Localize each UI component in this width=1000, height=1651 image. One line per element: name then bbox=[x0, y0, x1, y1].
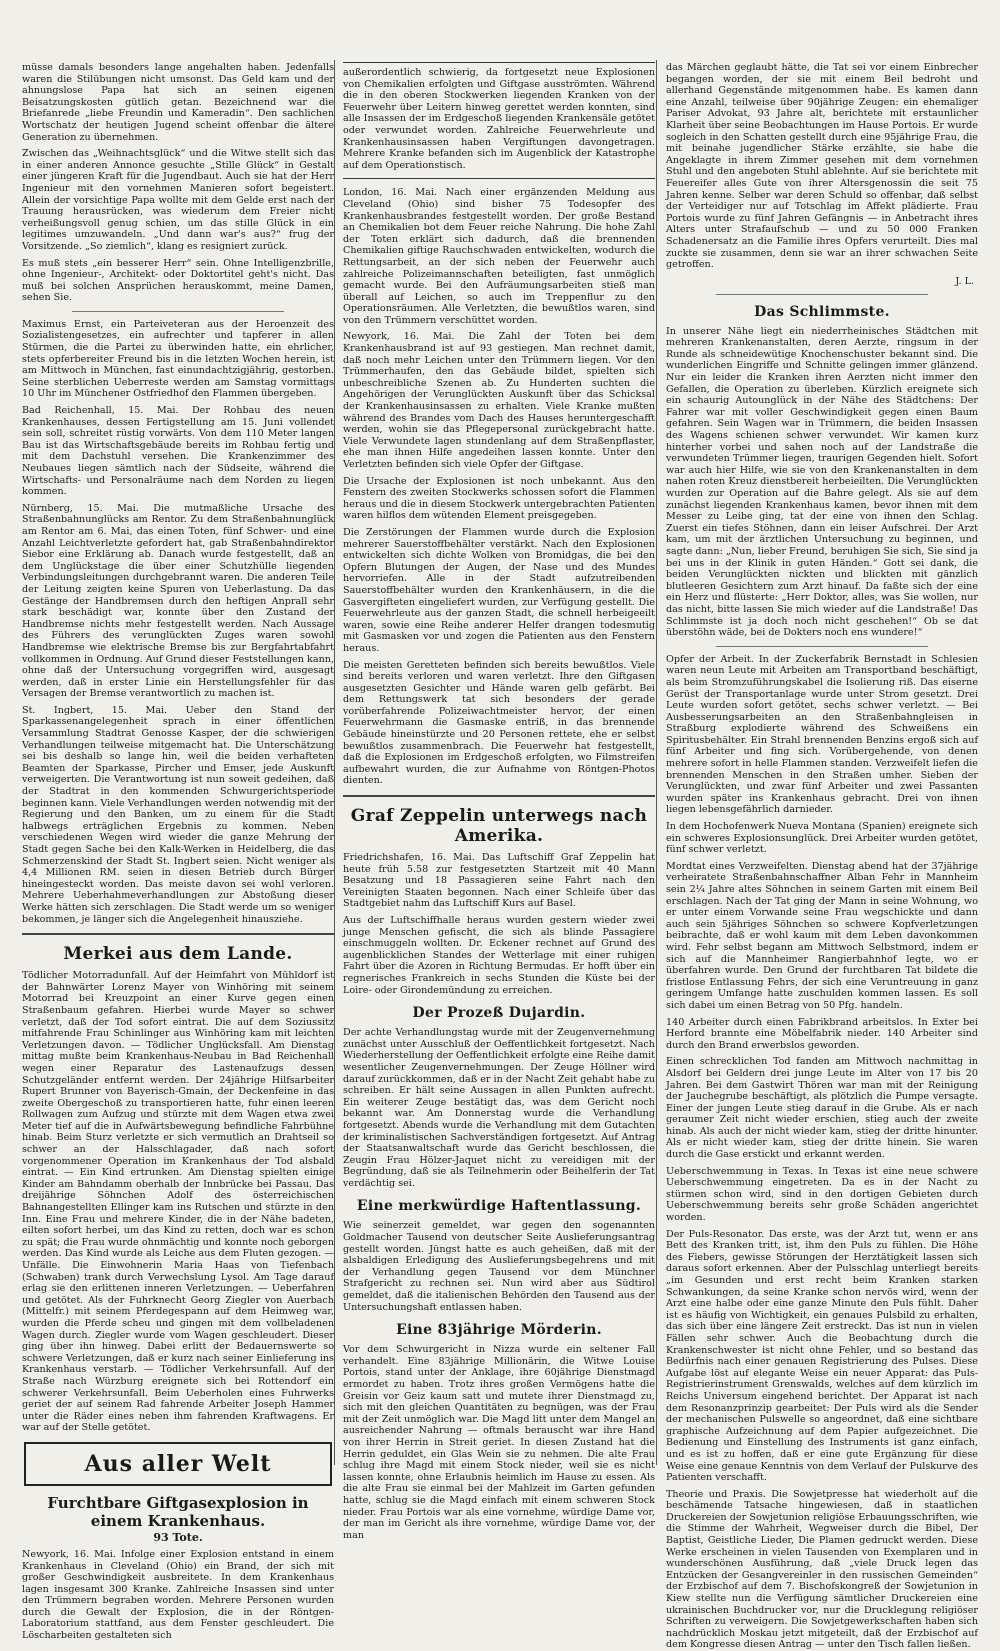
article-paragraph: Zwischen das „Weihnachtsglück“ und die Witwe stellt sich das in einer anderen Annonce gesuchte „Stille Glück“ in Gestalt einer jüngeren Kraft für die Jugendbaut. Auch sie hat der Herr Ingenieur mit den vornehmen Manieren sofort begeistert. Allein der vorsichtige Papa wollte mit dem Gelde erst nach der Trauung herausrücken, was wiederum dem Freier nicht verheißungsvoll genug schien, um das stille Glück in ein legitimes umzuwandeln. „Und dann war's aus?“ frug der Vorsitzende. „So ziemlich“, klang es resigniert zurück. bbox=[22, 148, 334, 252]
section-banner-title: Aus aller Welt bbox=[84, 1450, 272, 1477]
article-paragraph: Newyork, 16. Mai. Infolge einer Explosion entstand in einem Krankenhaus in Cleveland (Ohio) ein Brand, der sich mit großer Geschwindigkeit ausbreitete. In dem Krankenhaus lagen insgesamt 300 Kranke. Zahlreiche Insassen sind unter den Trümmern begraben worden. Mehrere Personen wurden durch die Gewalt der Explosion, die in der Röntgen-Laboratorium stattfand, aus dem Fenster geschleudert. Die Löscharbeiten gestalteten sich bbox=[22, 1548, 334, 1642]
divider bbox=[716, 646, 928, 647]
divider bbox=[22, 933, 334, 935]
article-heading: Das Schlimmste. bbox=[754, 303, 890, 320]
article-paragraph: Bad Reichenhall, 15. Mai. Der Rohbau des neuen Krankenhauses, dessen Fertigstellung am 15. Juni vollendet sein soll, schreitet rüstig vorwärts. Von dem 110 Meter langen Bau ist das Wirtschaftsgebäude bereits im Rohbau fertig und mit dem Dachstuhl versehen. Die Krankenzimmer des Neubaues liegen sämtlich nach der Südseite, während die Wirtschafts- und Personalräume nach dem Norden zu liegen kommen. bbox=[22, 405, 334, 498]
lead-headline: Furchtbare Giftgasexplosion in einem Krankenhaus. bbox=[47, 1493, 309, 1530]
article-paragraph: In unserer Nähe liegt ein niederrheinisches Städtchen mit mehreren Krankenanstalten, deren Aerzte, ringsum in der Runde als schneidewütige Knochenschuster bekannt sind. Die wunderlichen Eingriffe und Schnitte gelingen immer glänzend. Nur ein leider die Kranken ihren Aerzten nicht immer den Gefallen, die Operation zu überleben. Kürzlich ereignete sich ein schaurig Autounglück in der Nähe des Städtchens: Der Fahrer war mit voller Geschwindigkeit gegen einen Baum gefahren. Sein Wagen war in Trümmern, die beiden Insassen des Wagens schienen schwer verwundet. Wir kamen kurz hinterher vorbei und sahen noch auf der Landstraße die verwundeten Trümmer liegen, traurigen Gegenden hielt. Sofort war auch hier Hilfe, wie sie von den Krankenanstalten in dem nahen roten Kreuz dienstbereit herbeieilten. Die Verunglückten wurden zur Operation auf die Bahre gelegt. Als sie auf dem zunächst liegenden Krankenhaus kamen, bevor ihnen mit dem Messer zu Leibe ging, tat der eine von ihnen den Schlag. Zuerst ein tiefes Stöhnen, dann ein leiser Aufschrei. Der Arzt kam, um mit der ärztlichen Untersuchung zu beginnen, und sagte dann: „Nun, lieber Freund, beruhigen Sie sich, Sie sind ja bei uns in der Klinik in guten Händen.“ Gott sei dank, die beiden Verunglückten nickten und blickten mit gänzlich blutleeren Gesichtern zum Arzt hinauf. Da faßte sich der eine ein Herz und flüsterte: „Herr Doktor, alles, was Sie wollen, nur das nicht, bitte lassen Sie mich wieder auf die Landstraße! Das Schlimmste ist ja doch noch nicht geschehen!“ Ob se dat überstöhn wäde, bei de Dokters noch ens wundere!“ bbox=[666, 325, 978, 639]
article-paragraph: Theorie und Praxis. Die Sowjetpresse hat wiederholt auf die beschämende Tatsache hingewiesen, daß in staatlichen Druckereien der Sowjetunion religiöse Erbauungsschriften, wie die Stimme der Wahrheit, Wegweiser durch die Bibel, Der Baptist, Geistliche Lieder, Die Plamen gedruckt werden. Diese Werke erscheinen in vielen Tausenden von Exemplaren und in wunderschönen Ausführung, daß „viele Druck legen das Entzücken der Gesangvereinler in den russischen Gemeinden“ der Erzbischof auf dem 7. Bischofskongreß der Sowjetunion in Kiew stellte nun die Verfügung sämtlicher Druckereien eine ukrainischen Buchdrucker vor, nur die Drucklegung religiöser Schriften zu verweigern. Die Sowjetgewerkschaften haben sich nachdrücklich Moskau jetzt mitgeteilt, daß der Erzbischof auf dem Kongresse diesen Antrag — unter den Tisch fallen ließen. bbox=[666, 1488, 978, 1651]
continued-article bbox=[343, 62, 655, 179]
article-paragraph: Friedrichshafen, 16. Mai. Das Luftschiff Graf Zeppelin hat heute früh 5.58 zur festgesetzten Startzeit mit 40 Mann Besatzung und 18 Passagieren seine Fahrt nach den Vereinigten Staaten begonnen. Nach einer Schleife über das Stadtgebiet nahm das Luftschiff Kurs auf Basel. bbox=[343, 852, 655, 910]
article-paragraph: Wie seinerzeit gemeldet, war gegen den sogenannten Goldmacher Tausend von deutscher Seite Auslieferungsantrag gestellt worden. Jüngst hatte es auch geheißen, daß mit der alsbaldigen Erledigung des Auslieferungsbegehrens und mit der Verhandlung gegen Tausend vor dem Münchner Strafgericht zu rechnen sei. Nun wird aber aus Südtirol gemeldet, daß die italienischen Behörden den Tausend aus der Untersuchungshaft entlassen haben. bbox=[343, 1220, 655, 1313]
article-paragraph: Tödlicher Motorradunfall. Auf der Heimfahrt von Mühldorf ist der Bahnwärter Lorenz Mayer von Winhöring mit seinem Motorrad bei Kreuzpoint an einer Kurve gegen einen Straßenbaum gefahren. Hierbei wurde Mayer so schwer verletzt, daß der Tod sofort eintrat. Die auf dem Soziussitz mitfahrende Frau Schinlinger aus Winhöring kam mit leichten Verletzungen davon. — Tödlicher Unglücksfall. Am Dienstag mittag mußte beim Krankenhaus-Neubau in Bad Reichenhall wegen einer Reparatur des Lastenaufzugs dessen Schutzgeländer entfernt werden. Der 24jährige Hilfsarbeiter Rupert Brunner von Bayerisch-Gmain, der Deckenfeine in das zweite Obergeschoß zu transportieren hatte, fuhr einen leeren Rollwagen zum Aufzug und stürzte mit dem Wagen etwa zwei Meter tief auf die in Aufwärtsbewegung befindliche Fahrbühne hinab. Beim Sturz verletzte er sich vermutlich an Drahtseil so schwer an der Halsschlagader, daß nach sofort vorgenommener Operation im Krankenhaus der Tod alsbald eintrat. — Ein Kind ertrunken. Am Dienstag spielten einige Kinder am Bahndamm oberhalb der Innbrücke bei Passau. Das dreijährige Söhnchen Adolf des österreichischen Bahnangestellten Ellinger kam ins Rutschen und stürzte in den Inn. Eine Frau und mehrere Kinder, die in der Nähe badeten, eilten sofort herbei, um das Kind zu retten, doch war es schon zu spät; die Frau wurde ohnmächtig und konnte noch geborgen werden. Das Kind wurde als Leiche aus dem Fluten gezogen. — Unfälle. Die Einwohnerin Maria Haas von Tiefenbach (Schwaben) trank durch Verwechslung Lysol. Am Tage darauf erlag sie den erlittenen inneren Verletzungen. — Ueberfahren und getötet. Als der Fuhrknecht Georg Ziegler von Auerbach (Mittelfr.) mit seinem Pferdegespann auf dem Heimweg war, wurden die Pferde scheu und gingen mit dem vollbeladenen Wagen durch. Ziegler wurde vom Wagen geschleudert. Dieser ging über ihn hinweg. Dabei erlitt der Bedauernswerte so schwere Verletzungen, daß er kurz nach seiner Einlieferung ins Krankenhaus verstarb. — Tödlicher Verkehrsunfall. Auf der Straße nach Würzburg ereignete sich bei Rottendorf ein schwerer Verkehrsunfall. Beim Ueberholen eines Fuhrwerks geriet der auf seinem Rad fahrende Arbeiter Joseph Hammer unter die Räder eines neben ihm fahrenden Kraftwagens. Er war auf der Stelle getötet. bbox=[22, 970, 334, 1434]
column-2 bbox=[343, 62, 655, 1541]
article-heading: Eine 83jährige Mörderin. bbox=[396, 1322, 602, 1339]
article-paragraph: Vor dem Schwurgericht in Nizza wurde ein seltener Fall verhandelt. Eine 83jährige Millionärin, die Witwe Louise Portois, stand unter der Anklage, ihre 60jährige Dienstmagd ermordet zu haben. Trotz ihres großen Vermögens hatte die Greisin vor Geiz kaum satt und mutete ihrer Dienstmagd zu, sich mit den gleichen Quantitäten zu begnügen, was der Frau mit der Zeit unmöglich war. Die Magd litt unter dem Mangel an ausreichender Nahrung — oftmals berauscht war ihre Hand von ihrer Herrin in Streit geriet. In diesen Zustand hat die Herrin geduldet, ein Glas Wein sie zu nehmen. Die alte Frau schlug ihre Magd mit einem Stock nieder, weil sie es nicht lassen konnte, ohne Erlaubnis heimlich im Hause zu essen. Als die alte Frau sie einmal bei der Mahlzeit im Garten gefunden hatte, schlug sie die Magd einfach mit einem schweren Stock nieder. Frau Portois war als eine vornehme, würdige Dame vor, der man im Gericht als ihre vornehme, würdige Dame vor, der man bbox=[343, 1344, 655, 1541]
article-paragraph: Newyork, 16. Mai. Die Zahl der Toten bei dem Krankenhausbrand ist auf 93 gestiegen. Man rechnet damit, daß noch mehr Leichen unter den Trümmern liegen. Vor den Trümmerhaufen, den das Gebäude bildet, spielten sich unbeschreibliche Szenen ab. Zu Hunderten suchten die Angehörigen der Verunglückten Auskunft über das Schicksal der Krankenhausinsassen zu erhalten. Viele Kranke mußten während des Brandes vom Dach des Hauses heruntergeschafft werden, wohin sie das Pflegepersonal zurückgebracht hatte. Viele Verwundete lagen stundenlang auf dem Straßenpflaster, ehe man ihnen Hilfe angedeihen lassen konnte. Unter den Verletzten befinden sich viele Opfer der Giftgase. bbox=[343, 331, 655, 470]
divider bbox=[72, 311, 284, 312]
article-heading: Eine merkwürdige Haftentlassung. bbox=[356, 1198, 642, 1215]
article-paragraph: Aus der Luftschiffhalle heraus wurden gestern wieder zwei junge Menschen gefischt, die sich als blinde Passagiere einschmuggeln wollten. Dr. Eckener rechnet auf Grund des augenblicklichen Standes der Wetterlage mit einer ruhigen Fahrt über die Azoren in Richtung Bermudas. Er hofft über ein regnerisches Frankreich in sechs Stunden die Küste bei der Loire- oder Girondemündung zu erreichen. bbox=[343, 915, 655, 996]
divider bbox=[716, 294, 928, 295]
article-heading: Graf Zeppelin unterwegs nach Amerika. bbox=[350, 806, 648, 847]
article-paragraph: Ueberschwemmung in Texas. In Texas ist eine neue schwere Ueberschwemmung eingetreten. Da es in der Nacht zu stürmen schon wird, sind in den dortigen Gebieten durch Ueberschwemmung bereits sehr große Schäden angerichtet worden. bbox=[666, 1165, 978, 1224]
author-signature: J. L. bbox=[955, 275, 974, 287]
section-banner bbox=[24, 1442, 332, 1486]
article-paragraph: Nürnberg, 15. Mai. Die mutmaßliche Ursache des Straßenbahnunglücks am Rentor. Zu dem Straßenbahnunglück am Rentor am 6. Mai, das einen Toten, fünf Schwer- und eine Anzahl Leichtverletzte gefordert hat, gab Straßenbahndirektor Siebor eine Erklärung ab. Danach wurde festgestellt, daß an dem Unglückstage die über einer Schutzhülle liegenden Verbindungsleitungen durchgebrannt waren. Die anderen Teile der Leitung zeigten keine Spuren von Ueberlastung. Da das Gestänge der Handbremsen durch den heftigen Anprall sehr stark beschädigt war, konnte über den Zustand der Handbremse nichts mehr festgestellt werden. Nach Aussage des Führers des verunglückten Zuges waren sowohl Handbremse wie elektrische Bremse bis zur Bergfahrtabfahrt vollkommen in Ordnung. Auf Grund dieser Feststellungen kann, ohne daß der Untersuchung vorgegriffen wird, ausgesagt werden, daß in erster Linie ein Herstellungsfehler für das Versagen der Bremse verantwortlich zu machen ist. bbox=[22, 502, 334, 700]
column-1 bbox=[22, 62, 334, 1642]
article-paragraph: außerordentlich schwierig, da fortgesetzt neue Explosionen von Chemikalien erfolgten und Giftgase ausströmten. Während die in den oberen Stockwerken liegenden Kranken von der Feuerwehr über Leitern hinweg gerettet werden konnten, sind alle Insassen der im Erdgeschoß liegenden Krankensäle getötet oder verwundet worden. Zahlreiche Feuerwehrleute und Krankenhausinsassen haben Vergiftungen davongetragen. Mehrere Kranke befanden sich im Augenblick der Katastrophe auf dem Operationstisch. bbox=[343, 67, 655, 171]
article-heading: Der Prozeß Dujardin. bbox=[412, 1005, 586, 1022]
column-divider bbox=[334, 60, 335, 1465]
article-paragraph: In dem Hochofenwerk Nueva Montana (Spanien) ereignete sich ein schweres Explosionsunglück. Drei Arbeiter wurden getötet, fünf schwer verletzt. bbox=[666, 821, 978, 856]
article-paragraph: das Märchen geglaubt hätte, die Tat sei vor einem Einbrecher begangen worden, der sie mit einem Beil bedroht und allerhand Gegenstände mitgenommen habe. Es kamen dann eine Anzahl, teilweise über 90jährige Zeugen: ein ehemaliger Pariser Advokat, 93 Jahre alt, berichtete mit erstaunlicher Klarheit über seine Beobachtungen im Hause Portois. Er wurde sogleich in den Schatten gestellt durch eine 95jährige Frau, die mit beinahe jugendlicher Stärke erzählte, sie habe die Angeklagte in ihrem Zimmer gesehen mit dem vornehmen Stuhl und den angeboten Stuhl ablehnte. Auf sie berichtete mit Feuereifer alles Gute von ihrer Altersgenossin die seit 75 Jahren kenne. Selber war deren Schuld so offenbar, daß selbst der Verteidiger nur auf Totschlag im Affekt plädierte. Frau Portois wurde zu fünf Jahren Gefängnis — in Anbetracht ihres Alters unter Strafaufschub — und zu 50 000 Franken Schadenersatz an die Familie ihres Opfers verurteilt. Dies mal zuckte sie zusammen, denn sie war an ihrer schwachen Seite getroffen. bbox=[666, 62, 978, 271]
article-paragraph: Der Puls-Resonator. Das erste, was der Arzt tut, wenn er ans Bett des Kranken tritt, ist, ihm den Puls zu fühlen. Die Höhe des Fiebers, gewisse Störungen der Herztätigkeit lassen sich daraus sofort erkennen. Aber der Pulsschlag unterliegt bereits „im Gesunden und erst recht beim Kranken starken Schwankungen, da seine Kranke schon nervös wird, wenn der Arzt eine halbe oder eine ganze Minute den Puls fühlt. Daher ist es häufig von Wichtigkeit, ein genaues Pulsbild zu erhalten, das sich über eine längere Zeit erstreckt. Das ist nun in vielen Fällen sehr schwer. Auch die Beobachtung durch die Krankenschwester ist nicht ohne Fehler, und so bestand das Bedürfnis nach einer genauen Registrierung des Pulses. Diese Aufgabe löst auf elegante Weise ein neuer Apparat: das Puls-Registrierinstrument Grenswalds, welches auf dem kürzlich im Reichs Universum eingehend berichtet. Der Apparat ist nach dem Resonanzprinzip gearbeitet: Der Puls wird als die Sender der mechanischen Pulswelle so angeordnet, daß eine sichtbare graphische Aufzeichnung auf dem Papier aufgezeichnet. Die Bedienung und Einstellung des Instruments ist ganz einfach, und es ist zu hoffen, daß er eine gute Ergänzung für diese Weise eine genaue Kenntnis von dem Verlauf der Pulskurve des Patienten verschafft. bbox=[666, 1228, 978, 1484]
article-paragraph: Die Zerstörungen der Flammen wurde durch die Explosion mehrerer Sauerstoffbehälter verstärkt. Nach den Explosionen entwickelten sich dichte Wolken von Bromidgas, die bei den Opfern Blutungen der Augen, der Nase und des Mundes hervorriefen. Alle in der Stadt aufzutreibenden Sauerstoffbehälter wurden den Krankenhäusern, in die die Gasvergifteten eingeliefert wurden, zur Verfügung gestellt. Die Feuerwehrleute aus der ganzen Stadt, die schnell herbeigeeilt waren, sowie eine Reihe anderer Helfer drangen todesmutig mit Gasmasken vor und zogen die Patienten aus den Fenstern heraus. bbox=[343, 526, 655, 654]
article-paragraph: Die meisten Geretteten befinden sich bereits bewußtlos. Viele sind bereits verloren und waren verletzt. Ihre den Giftgasen ausgesetzten Gesichter und Hände waren gelb gefärbt. Bei dem Rettungswerk tat sich besonders der gerade vorüberfahrende Polizeiwachtmeister hervor, der einen Feuerwehrmann die Gasmaske entriß, in das brennende Gebäude hineinstürzte und 20 Personen rettete, ehe er selbst bewußtlos zusammenbrach. Die Feuerwehr hat festgestellt, daß die Explosionen im Erdgeschoß erfolgten, wo Filmstreifen aufbewahrt wurden, die zur Aufnahme von Röntgen-Photos dienten. bbox=[343, 659, 655, 787]
lead-subheadline: 93 Tote. bbox=[153, 1530, 203, 1544]
article-paragraph: Mordtat eines Verzweifelten. Dienstag abend hat der 37jährige verheiratete Straßenbahnschaffner Alban Fehr in Mannheim sein 2¼ Jahre altes Söhnchen in seinem Garten mit einem Beil erschlagen. Nach der Tat ging der Mann in seine Wohnung, wo er unter einem Vorwande seine Frau wegschickte und dann auch sein 5jähriges Söhnchen so schwere Kopfverletzungen beibrachte, daß er wohl kaum mit dem Leben davonkommen wird. Fehr selbst begann am Mittwoch Selbstmord, indem er sich auf die Mannheimer Rangierbahnhof legte, wo er überfahren wurde. Den Grund der furchtbaren Tat bildete die fristlose Entlassung Fehrs, der sich eine Veruntreuung in ganz geringem Umfange hatte zuschulden kommen lassen. Es soll sich dabei um einen Betrag von 50 Pfg. handeln. bbox=[666, 860, 978, 1011]
article-paragraph: St. Ingbert, 15. Mai. Ueber den Stand der Sparkassenangelegenheit sprach in einer öffentlichen Versammlung Stadtrat Genosse Kasper, der die schwierigen Verhandlungen teilweise mitgemacht hat. Die Unterschätzung sei bis deshalb so lange hin, weil die beiden verhafteten Beamten der Sparkasse, Pircher und Emser, jede Auskunft verweigerten. Die Verantwortung ist nun soweit gedeihen, daß der Stadtrat in den kommenden Schwurgerichtsperiode beginnen kann. Viele Verhandlungen werden notwendig mit der Regierung und den Banken, um zu einem für die Stadt halbwegs erträglichen Ergebnis zu kommen. Neben verschiedenen Wegen wird wieder die ganze Mehrung der Stadt gegen Sache bei den Kalk-Werken in Heidelberg, die das Schmerzenskind der Stadt St. Ingbert seien. Nicht weniger als 4,4 Millionen RM. seien in diesen Betrieb durch Bürger hineingesteckt worden. Das meiste davon sei wohl verloren. Mehrere Ueberhahmeverhandlungen zur Abstoßung dieser Werke hätten sich zerschlagen. Die Stadt werde um so weniger bekommen, je länger sich die Angelegenheit hinausziehe. bbox=[22, 704, 334, 925]
article-paragraph: Maximus Ernst, ein Parteiveteran aus der Heroenzeit des Sozialistengesetzes, ein aufrechter und tapferer in allen Stürmen, die die Partei zu überwinden hatte, ein ehrlicher, stets opferbereiter Freund bis in die letzten Wochen herein, ist am Mittwoch in München, fast einundachtzigjährig, gestorben. Seine sterblichen Ueberreste werden am Samstag vormittags 10 Uhr im Münchener Ostfriedhof den Flammen übergeben. bbox=[22, 318, 334, 400]
article-paragraph: müsse damals besonders lange angehalten haben. Jedenfalls waren die Stilübungen nicht umsonst. Das Geld kam und der ahnungslose Papa hat sich an seinen eigenen Beisatzungskosten gütlich getan. Bezeichnend war die Briefanrede „liebe Freundin und Kameradin“. Den sachlichen Wortschatz der heutigen Jugend scheint offenbar die ältere Generation zu übernehmen. bbox=[22, 62, 334, 143]
article-paragraph: Die Ursache der Explosionen ist noch unbekannt. Aus den Fenstern des zweiten Stockwerks schossen sofort die Flammen heraus und die in diesem Stockwerk untergebrachten Patienten waren hilflos dem wütenden Element preisgegeben. bbox=[343, 475, 655, 522]
article-paragraph: Es muß stets „ein besserer Herr“ sein. Ohne Intelligenzbrille, ohne Ingenieur-, Architekt- oder Doktortitel geht's nicht. Das muß bei solchen Ansprüchen herauskommt, meine Damen, sehen Sie. bbox=[22, 257, 334, 304]
article-paragraph: Einen schrecklichen Tod fanden am Mittwoch nachmittag in Alsdorf bei Geldern drei junge Leute im Alter von 17 bis 20 Jahren. Bei dem Gastwirt Thören war man mit der Reinigung der Jauchegrube beschäftigt, als plötzlich die Pumpe versagte. Einer der jungen Leute stieg darauf in die Grube. Als er nach geraumer Zeit nicht wieder erschien, stieg auch der zweite hinab. Als auch der nicht wieder kam, stieg der dritte hinunter. Als er nicht wieder kam, stieg der dritte hinein. Sie waren durch die Gase erstickt und erkannt werden. bbox=[666, 1056, 978, 1161]
article-paragraph: Opfer der Arbeit. In der Zuckerfabrik Bernstadt in Schlesien waren neun Leute mit Arbeiten am Transportband beschäftigt, als beim Stromzuführungskabel die Isolierung riß. Das eiserne Gerüst der Transportanlage wurde unter Strom gesetzt. Drei Leute wurden sofort getötet, sechs schwer verletzt. — Bei Ausbesserungsarbeiten an den Straßenbahngleisen in Straßburg explodierte während des Schweißens ein Spiritusbehälter. Ein Strahl brennenden Benzins ergoß sich auf fünf Arbeiter und fing sich. Vorübergehende, von denen mehrere sofort in helle Flammen standen. Verzweifelt liefen die brennenden Menschen in den Straßen umher. Sieben der Verunglückten, und zwar fünf Arbeiter und zwei Passanten wurden später ins Krankenhaus gebracht. Drei von ihnen liegen lebensgefährlich darnieder. bbox=[666, 653, 978, 816]
article-paragraph: London, 16. Mai. Nach einer ergänzenden Meldung aus Cleveland (Ohio) sind bisher 75 Todesopfer des Krankenhausbrandes festgestellt worden. Der große Bestand an Chemikalien bot dem Feuer reiche Nahrung. Die hohe Zahl der Toten erklärt sich dadurch, daß die brennenden Chemikalien giftige Rauchschwaden entwickelten, wodurch die Rettungsarbeit, an der sich neben der Feuerwehr auch zahlreiche Polizeimannschaften beteiligten, fast unmöglich gemacht wurde. Bei den Aufräumungsarbeiten stieß man überall auf Leichen, so auch im Treppenflur zu den Operationsräumen. Alle Verletzten, die bewußtlos waren, sind von den Trümmern verschüttet worden. bbox=[343, 187, 655, 326]
divider bbox=[343, 795, 655, 797]
column-divider bbox=[656, 60, 657, 1465]
article-paragraph: Der achte Verhandlungstag wurde mit der Zeugenvernehmung zunächst unter Ausschluß der Oeffentlichkeit fortgesetzt. Nach Wiederherstellung der Oeffentlichkeit erfolgte eine Reihe damit wesentlicher Zeugenvernehmungen. Der Zeuge Höllner wird darauf zurückkommen, daß er in der Nacht Zeit gehabt habe zu schreiben. Er hält seine Aussagen in allen Punkten aufrecht. Ein weiterer Zeuge bestätigt das, was dem Gericht noch bekannt war. Am Donnerstag wurde die Verhandlung fortgesetzt. Abends wurde die Verhandlung mit dem Gutachten der kriminalistischen Sachverständigen fortgesetzt. Auf Antrag der Staatsanwaltschaft wurde das Gericht beschlossen, die Zeugin Frau Hölzer-Jaquet nicht zu vereidigen mit der Begründung, daß sie als Teilnehmerin oder Beihelferin der Tat verdächtig sei. bbox=[343, 1027, 655, 1189]
column-3 bbox=[666, 62, 978, 1651]
section-heading: Merkei aus dem Lande. bbox=[63, 944, 293, 965]
article-paragraph: 140 Arbeiter durch einen Fabrikbrand arbeitslos. In Exter bei Herford brannte eine Möbelfabrik nieder. 140 Arbeiter sind durch den Brand erwerbslos geworden. bbox=[666, 1016, 978, 1051]
